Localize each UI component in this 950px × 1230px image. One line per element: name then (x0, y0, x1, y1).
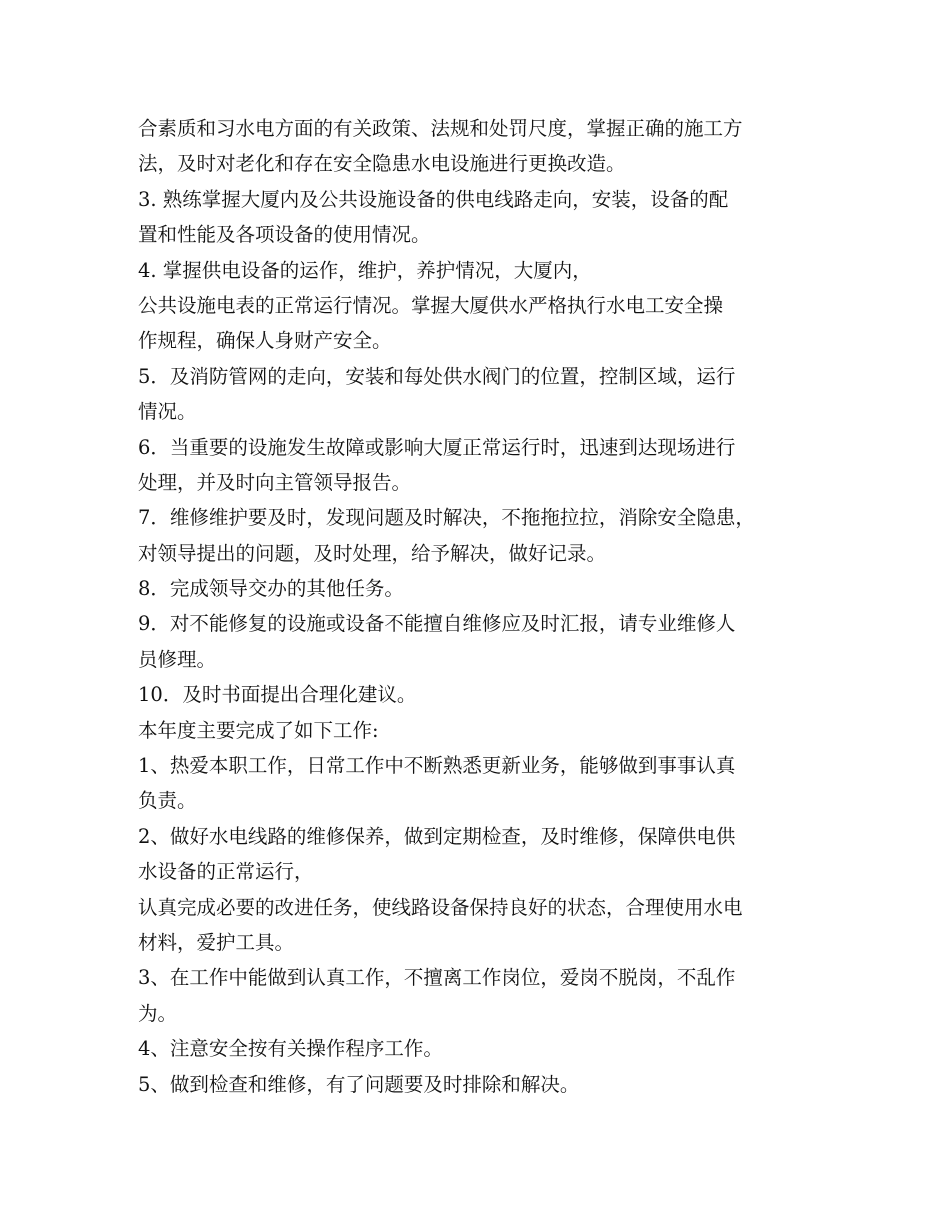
text-line: 负责。 (138, 789, 197, 813)
text-line: 对领导提出的问题，及时处理，给予解决，做好记录。 (138, 541, 607, 565)
text-line: 3、在工作中能做到认真工作，不擅离工作岗位，爱岗不脱岗，不乱作 (138, 966, 736, 990)
text-line: 8．完成领导交办的其他任务。 (138, 577, 404, 601)
text-line: 作规程，确保人身财产安全。 (138, 329, 392, 353)
text-line: 法，及时对老化和存在安全隐患水电设施进行更换改造。 (138, 152, 626, 176)
text-line: 7．维修维护要及时，发现问题及时解决，不拖拖拉拉，消除安全隐患， (138, 506, 755, 530)
text-line: 情况。 (138, 400, 197, 424)
text-line: 处理，并及时向主管领导报告。 (138, 470, 412, 494)
text-line: 9．对不能修复的设施或设备不能擅自维修应及时汇报，请专业维修人 (138, 612, 736, 636)
text-line: 10．及时书面提出合理化建议。 (138, 683, 417, 707)
text-line: 为。 (138, 1001, 178, 1025)
text-line: 认真完成必要的改进任务，使线路设备保持良好的状态，合理使用水电 (138, 895, 743, 919)
text-line: 5、做到检查和维修，有了问题要及时排除和解决。 (138, 1072, 580, 1096)
text-line: 置和性能及各项设备的使用情况。 (138, 223, 431, 247)
text-line: 6．当重要的设施发生故障或影响大厦正常运行时，迅速到达现场进行 (138, 435, 736, 459)
text-line: 本年度主要完成了如下工作: (138, 718, 379, 742)
text-line: 2、做好水电线路的维修保养，做到定期检查，及时维修，保障供电供 (138, 824, 736, 848)
text-line: 水设备的正常运行， (138, 860, 314, 884)
text-line: 合素质和习水电方面的有关政策、法规和处罚尺度，掌握正确的施工方 (138, 117, 743, 140)
text-line: 1、热爱本职工作，日常工作中不断熟悉更新业务，能够做到事事认真 (138, 754, 736, 778)
text-line: 5．及消防管网的走向，安装和每处供水阀门的位置，控制区域，运行 (138, 364, 736, 388)
text-line: 4、注意安全按有关操作程序工作。 (138, 1037, 443, 1061)
text-line: 员修理。 (138, 647, 217, 671)
document-body (138, 111, 828, 1102)
text-line: 公共设施电表的正常运行情况。掌握大厦供水严格执行水电工安全操 (138, 293, 724, 317)
text-line: 3. 熟练掌握大厦内及公共设施设备的供电线路走向，安装，设备的配 (138, 187, 729, 211)
text-line: 4. 掌握供电设备的运作，维护，养护情况，大厦内， (138, 258, 592, 282)
text-line: 材料，爱护工具。 (138, 930, 295, 954)
